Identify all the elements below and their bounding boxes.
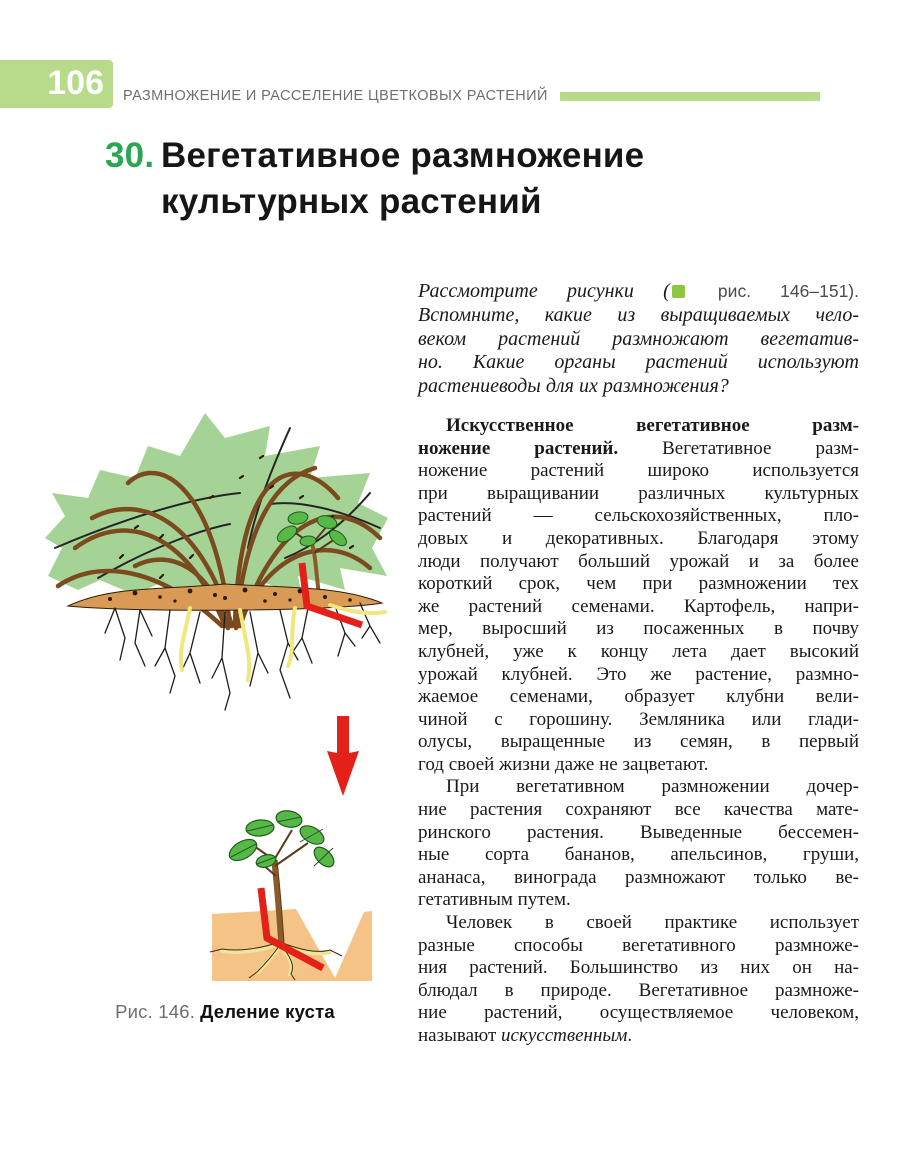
paragraph-1	[418, 415, 859, 777]
text-column	[418, 280, 859, 1048]
division-arrow-icon	[327, 716, 359, 796]
text-line	[418, 641, 859, 664]
text-line	[418, 375, 859, 399]
text-line	[418, 351, 859, 375]
text-segment: урожай клубней. Это же растение, размно-	[418, 663, 859, 685]
text-segment: блюдал в природе. Вегетативное размноже-	[418, 979, 859, 1001]
text-segment: короткий срок, чем при размножении тех	[418, 573, 859, 595]
text-segment: рис. 146–151).	[688, 281, 859, 301]
text-line	[418, 505, 859, 528]
text-segment: Человек в своей практике использует	[446, 912, 859, 934]
text-segment: ринского растения. Выведенные бессемен-	[418, 821, 859, 843]
text-segment: клубней, уже к концу лета дает высокий	[418, 640, 859, 662]
text-segment: ные сорта бананов, апельсинов, груши,	[418, 844, 859, 866]
text-segment: веком растений размножают вегетатив-	[418, 327, 859, 350]
text-segment: растениеводы для их размножения?	[418, 375, 729, 398]
text-segment: гетативным путем.	[418, 889, 571, 911]
text-line	[418, 1025, 859, 1048]
text-segment: люди получают больший урожай и за более	[418, 550, 859, 572]
text-segment: ние растения сохраняют все качества мате-	[418, 799, 859, 821]
text-segment: жаемое семенами, образует клубни вели-	[418, 686, 859, 708]
text-line	[418, 551, 859, 574]
text-line	[418, 709, 859, 732]
page-number-badge: 106	[0, 60, 113, 108]
text-line	[418, 528, 859, 551]
text-segment: же растений семенами. Картофель, напри-	[418, 595, 859, 617]
bush-division-drawing	[40, 398, 410, 998]
section-title-line1: Вегетативное размножение	[161, 136, 645, 175]
text-segment: ния растений. Большинство из них он на-	[418, 957, 859, 979]
text-line	[418, 686, 859, 709]
section-title-line2: культурных растений	[161, 182, 542, 221]
text-segment: олусы, выращенные из семян, в первый	[418, 731, 859, 753]
text-line	[418, 867, 859, 890]
figure-146-illustration	[40, 398, 410, 998]
text-line	[418, 280, 859, 304]
text-line	[418, 328, 859, 352]
figure-caption	[40, 1001, 410, 1023]
text-line	[418, 889, 859, 912]
text-line	[418, 415, 859, 438]
text-line	[418, 596, 859, 619]
text-segment: Вспомните, какие из выращиваемых чело-	[418, 303, 859, 326]
text-segment: ние растений, осуществляемое человеком,	[418, 1002, 859, 1024]
text-segment: называют	[418, 1025, 502, 1047]
section-title	[161, 133, 644, 225]
text-segment: чиной с горошину. Земляника или глади-	[418, 708, 859, 730]
text-line	[418, 664, 859, 687]
text-segment: ананаса, винограда размножают только ве-	[418, 866, 859, 888]
text-line	[418, 844, 859, 867]
text-line	[418, 731, 859, 754]
section-heading	[105, 133, 644, 225]
text-line	[418, 912, 859, 935]
text-line	[418, 573, 859, 596]
text-segment: мер, выросший из посаженных в почву	[418, 618, 859, 640]
text-segment: При вегетативном размножении дочер-	[446, 776, 859, 798]
figure-caption-number: Рис. 146.	[115, 1001, 196, 1022]
intro-question	[418, 280, 859, 399]
running-head-title: РАЗМНОЖЕНИЕ И РАССЕЛЕНИЕ ЦВЕТКОВЫХ РАСТЕНИЙ	[123, 88, 548, 104]
text-line	[418, 980, 859, 1003]
text-segment: .	[627, 1025, 633, 1047]
text-segment: Рассмотрите рисунки (	[418, 280, 670, 302]
text-line	[418, 957, 859, 980]
text-segment: разные способы вегетативного размноже-	[418, 934, 859, 956]
text-line	[418, 438, 859, 461]
text-line	[418, 1002, 859, 1025]
text-line	[418, 822, 859, 845]
text-segment: Вегетативное разм-	[618, 437, 859, 459]
text-segment: ножение растений широко используется	[418, 460, 859, 482]
figure-caption-title: Деление куста	[200, 1001, 335, 1022]
text-segment: Искусственное вегетативное разм-	[446, 414, 859, 436]
text-line	[418, 799, 859, 822]
text-line	[418, 754, 859, 777]
section-number: 30.	[105, 136, 155, 175]
text-line	[418, 618, 859, 641]
header-accent-bar	[560, 92, 820, 101]
text-segment: ножение растений.	[418, 437, 619, 459]
text-line	[418, 935, 859, 958]
text-line	[418, 460, 859, 483]
figure-reference-square-icon	[672, 285, 685, 298]
text-segment: довых и декоративных. Благодаря этому	[418, 527, 859, 549]
text-segment: искусственным	[501, 1025, 628, 1047]
text-segment: растений — сельскохозяйственных, пло-	[418, 505, 859, 527]
text-line	[418, 304, 859, 328]
text-segment: год своей жизни даже не зацветают.	[418, 753, 709, 775]
text-line	[418, 483, 859, 506]
paragraph-2	[418, 776, 859, 912]
text-line	[418, 776, 859, 799]
text-segment: при выращивании различных культурных	[418, 482, 859, 504]
paragraph-3	[418, 912, 859, 1048]
text-segment: но. Какие органы растений используют	[418, 351, 859, 374]
